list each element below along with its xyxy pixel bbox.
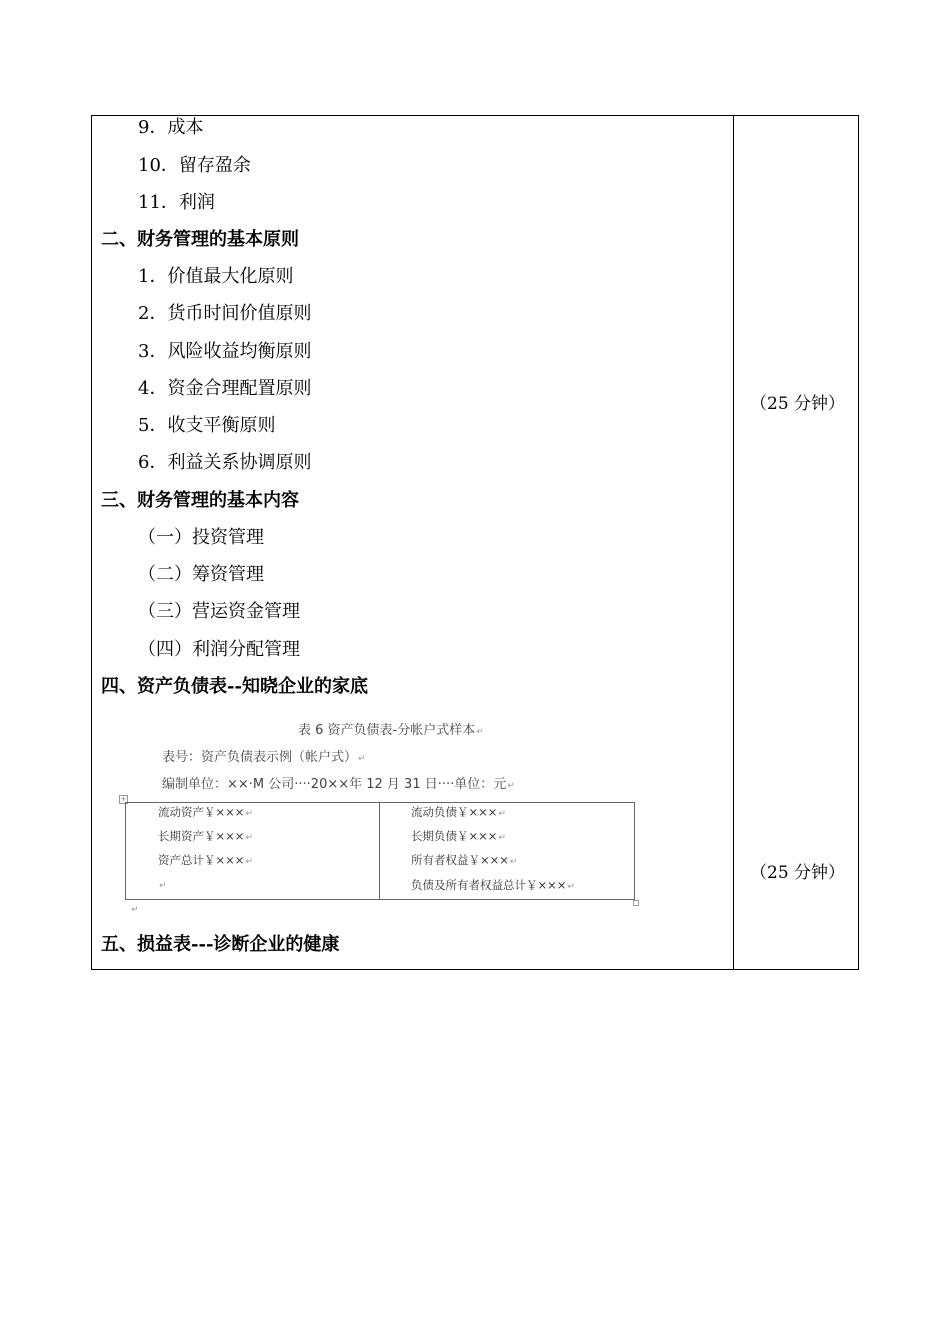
content-item: （二）筹资管理	[138, 564, 264, 585]
embedded-table-number: 表号：资产负债表示例（帐户式）↵	[162, 750, 366, 765]
section-heading-balance-sheet: 四、资产负债表--知晓企业的家底	[101, 676, 368, 697]
asset-cell: ↵	[159, 881, 167, 891]
time-allocation: （25 分钟）	[750, 394, 846, 414]
asset-cell: 长期资产￥×××↵	[158, 829, 253, 843]
principle-item: 5．收支平衡原则	[138, 415, 276, 436]
principle-item: 4．资金合理配置原则	[138, 378, 312, 399]
principle-item: 2．货币时间价值原则	[138, 303, 312, 324]
liability-cell: 长期负债￥×××↵	[411, 829, 506, 843]
content-item: （一）投资管理	[138, 527, 264, 548]
time-allocation: （25 分钟）	[750, 863, 846, 883]
content-item: （四）利润分配管理	[138, 639, 300, 660]
content-item: （三）营运资金管理	[138, 601, 300, 622]
paragraph-mark: ↵	[131, 905, 139, 915]
principle-item: 1．价值最大化原则	[138, 266, 294, 287]
principle-item: 6．利益关系协调原则	[138, 452, 312, 473]
liability-cell: 负债及所有者权益总计￥×××↵	[411, 878, 575, 892]
list-item-11: 11．利润	[138, 192, 215, 213]
principle-item: 3．风险收益均衡原则	[138, 341, 312, 362]
column-divider	[733, 115, 734, 970]
table-resize-handle	[633, 900, 639, 906]
table-anchor-icon: +	[120, 795, 127, 803]
embedded-caption: 表 6 资产负债表-分帐户式样本↵	[298, 723, 484, 738]
section-heading-income-statement: 五、损益表---诊断企业的健康	[101, 934, 340, 955]
liability-cell: 流动负债￥×××↵	[411, 805, 506, 819]
asset-cell: 流动资产￥×××↵	[158, 805, 253, 819]
list-item-9: 9．成本	[138, 117, 204, 138]
asset-cell: 资产总计￥×××↵	[158, 853, 253, 867]
section-heading-principles: 二、财务管理的基本原则	[101, 229, 299, 250]
section-heading-content: 三、财务管理的基本内容	[101, 490, 299, 511]
list-item-10: 10．留存盈余	[138, 155, 251, 176]
liability-cell: 所有者权益￥×××↵	[411, 853, 518, 867]
embedded-unit-line: 编制单位：××·M 公司····20××年 12 月 31 日····单位：元↵	[162, 777, 515, 792]
embedded-table-divider	[379, 802, 380, 900]
